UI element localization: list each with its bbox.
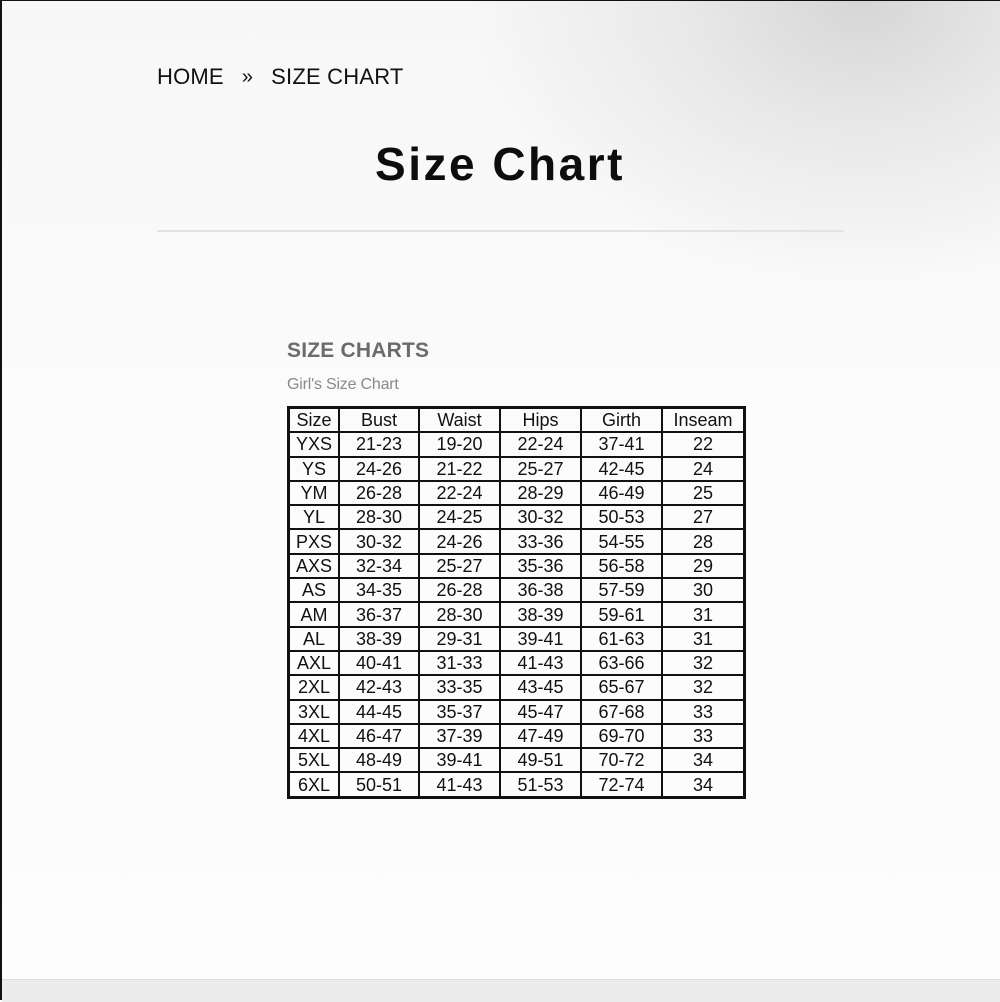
size-table [287, 406, 746, 799]
table-cell-inseam: 30 [662, 578, 745, 602]
table-cell-waist: 28-30 [419, 602, 500, 626]
table-cell-inseam: 29 [662, 554, 745, 578]
table-cell-inseam: 33 [662, 700, 745, 724]
table-cell-size: 2XL [289, 675, 340, 699]
table-cell-girth: 42-45 [581, 457, 662, 481]
table-cell-waist: 26-28 [419, 578, 500, 602]
table-cell-bust: 32-34 [339, 554, 419, 578]
column-header-size: Size [289, 408, 340, 433]
table-cell-hips: 28-29 [500, 481, 581, 505]
table-cell-size: PXS [289, 529, 340, 553]
table-row [289, 627, 745, 651]
table-cell-hips: 36-38 [500, 578, 581, 602]
table-row [289, 578, 745, 602]
table-cell-size: AM [289, 602, 340, 626]
table-cell-size: YL [289, 505, 340, 529]
table-cell-girth: 54-55 [581, 529, 662, 553]
table-cell-size: YM [289, 481, 340, 505]
table-cell-size: 6XL [289, 772, 340, 797]
table-cell-inseam: 34 [662, 748, 745, 772]
table-row [289, 457, 745, 481]
table-cell-girth: 37-41 [581, 432, 662, 456]
table-cell-hips: 30-32 [500, 505, 581, 529]
table-cell-girth: 57-59 [581, 578, 662, 602]
table-cell-hips: 41-43 [500, 651, 581, 675]
page-title: Size Chart [375, 138, 625, 190]
table-cell-inseam: 28 [662, 529, 745, 553]
table-row [289, 772, 745, 797]
size-charts-heading: SIZE CHARTS [287, 339, 430, 362]
table-cell-waist: 31-33 [419, 651, 500, 675]
table-cell-inseam: 34 [662, 772, 745, 797]
column-header-inseam: Inseam [662, 408, 745, 433]
table-cell-girth: 59-61 [581, 602, 662, 626]
breadcrumb-home-link[interactable]: HOME [157, 64, 224, 89]
table-cell-hips: 25-27 [500, 457, 581, 481]
table-cell-bust: 26-28 [339, 481, 419, 505]
size-chart-image [287, 339, 747, 795]
table-cell-hips: 39-41 [500, 627, 581, 651]
table-cell-bust: 44-45 [339, 700, 419, 724]
size-chart-subheading: Girl's Size Chart [287, 376, 399, 393]
table-cell-waist: 24-25 [419, 505, 500, 529]
table-cell-hips: 35-36 [500, 554, 581, 578]
table-cell-bust: 36-37 [339, 602, 419, 626]
table-cell-size: YXS [289, 432, 340, 456]
table-cell-inseam: 31 [662, 602, 745, 626]
table-cell-inseam: 33 [662, 724, 745, 748]
table-cell-size: AXL [289, 651, 340, 675]
title-divider [157, 230, 844, 232]
table-cell-waist: 39-41 [419, 748, 500, 772]
table-cell-inseam: 22 [662, 432, 745, 456]
table-cell-bust: 50-51 [339, 772, 419, 797]
table-cell-size: 3XL [289, 700, 340, 724]
table-cell-bust: 28-30 [339, 505, 419, 529]
table-cell-inseam: 32 [662, 675, 745, 699]
table-cell-size: AS [289, 578, 340, 602]
column-header-waist: Waist [419, 408, 500, 433]
table-cell-waist: 35-37 [419, 700, 500, 724]
table-cell-size: AXS [289, 554, 340, 578]
table-cell-size: 4XL [289, 724, 340, 748]
table-cell-hips: 45-47 [500, 700, 581, 724]
table-cell-bust: 30-32 [339, 529, 419, 553]
table-cell-girth: 69-70 [581, 724, 662, 748]
table-cell-girth: 67-68 [581, 700, 662, 724]
table-row [289, 675, 745, 699]
table-cell-size: YS [289, 457, 340, 481]
table-cell-bust: 24-26 [339, 457, 419, 481]
breadcrumb-separator: » [241, 65, 254, 88]
column-header-girth: Girth [581, 408, 662, 433]
table-cell-hips: 33-36 [500, 529, 581, 553]
table-cell-girth: 50-53 [581, 505, 662, 529]
table-row [289, 748, 745, 772]
table-row [289, 554, 745, 578]
table-row [289, 651, 745, 675]
table-cell-hips: 47-49 [500, 724, 581, 748]
table-cell-girth: 72-74 [581, 772, 662, 797]
table-cell-girth: 70-72 [581, 748, 662, 772]
footer-bar [2, 979, 1000, 1002]
table-cell-waist: 19-20 [419, 432, 500, 456]
table-cell-girth: 56-58 [581, 554, 662, 578]
table-row [289, 505, 745, 529]
table-cell-hips: 22-24 [500, 432, 581, 456]
table-cell-inseam: 25 [662, 481, 745, 505]
column-header-bust: Bust [339, 408, 419, 433]
size-table-header-row [289, 408, 745, 433]
table-cell-waist: 25-27 [419, 554, 500, 578]
table-cell-bust: 46-47 [339, 724, 419, 748]
table-cell-waist: 24-26 [419, 529, 500, 553]
table-cell-inseam: 31 [662, 627, 745, 651]
table-cell-waist: 21-22 [419, 457, 500, 481]
breadcrumb [157, 64, 404, 90]
table-cell-waist: 29-31 [419, 627, 500, 651]
table-cell-waist: 33-35 [419, 675, 500, 699]
table-row [289, 602, 745, 626]
table-cell-girth: 63-66 [581, 651, 662, 675]
table-row [289, 481, 745, 505]
table-cell-size: AL [289, 627, 340, 651]
table-cell-hips: 51-53 [500, 772, 581, 797]
breadcrumb-current: SIZE CHART [271, 64, 404, 89]
table-cell-girth: 65-67 [581, 675, 662, 699]
table-row [289, 529, 745, 553]
table-row [289, 724, 745, 748]
table-cell-hips: 43-45 [500, 675, 581, 699]
table-cell-bust: 34-35 [339, 578, 419, 602]
column-header-hips: Hips [500, 408, 581, 433]
table-cell-bust: 21-23 [339, 432, 419, 456]
table-cell-girth: 61-63 [581, 627, 662, 651]
table-cell-bust: 38-39 [339, 627, 419, 651]
table-cell-inseam: 32 [662, 651, 745, 675]
table-cell-bust: 42-43 [339, 675, 419, 699]
table-cell-inseam: 27 [662, 505, 745, 529]
table-row [289, 432, 745, 456]
size-table-body [289, 432, 745, 797]
table-cell-bust: 48-49 [339, 748, 419, 772]
table-cell-waist: 37-39 [419, 724, 500, 748]
table-cell-inseam: 24 [662, 457, 745, 481]
table-cell-bust: 40-41 [339, 651, 419, 675]
table-cell-girth: 46-49 [581, 481, 662, 505]
table-row [289, 700, 745, 724]
table-cell-size: 5XL [289, 748, 340, 772]
table-cell-hips: 49-51 [500, 748, 581, 772]
table-cell-hips: 38-39 [500, 602, 581, 626]
table-cell-waist: 41-43 [419, 772, 500, 797]
table-cell-waist: 22-24 [419, 481, 500, 505]
